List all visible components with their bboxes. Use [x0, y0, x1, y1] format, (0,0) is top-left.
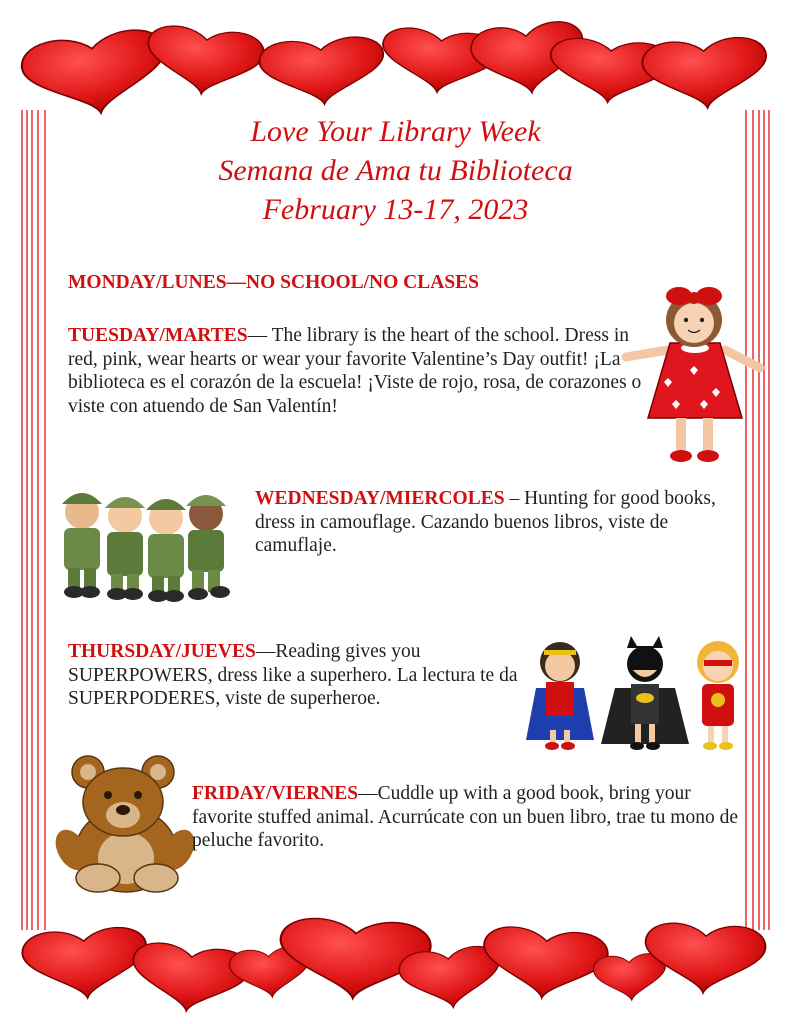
- heart-icon: [129, 940, 251, 1016]
- monday-label: MONDAY/LUNES—NO SCHOOL/NO CLASES: [68, 272, 480, 293]
- left-border-stripes: [22, 110, 45, 930]
- wednesday-section: [255, 487, 735, 558]
- friday-label: FRIDAY/VIERNES: [192, 783, 359, 804]
- heart-icon: [480, 925, 609, 1004]
- heart-icon: [21, 926, 149, 1002]
- friday-text: —Cuddle up with a good book, bring your favorite stuffed animal. Acurrúcate con un buen libro, trae tu mono de peluche favorito.: [192, 783, 738, 851]
- wednesday-label: WEDNESDAY/MIERCOLES: [255, 488, 505, 509]
- tuesday-label: TUESDAY/MARTES: [68, 325, 248, 346]
- heart-icon: [643, 922, 766, 996]
- title-line-spanish: Semana de Ama tu Biblioteca: [218, 154, 573, 187]
- teddy-bear-icon: [49, 756, 201, 892]
- tuesday-text: — The library is the heart of the school. Dress in red, pink, wear hearts or wear your favorite Valentine’s Day outfit! ¡La biblioteca es el corazón de la escuela! ¡Viste de rojo, rosa, de corazones o viste con atuendo de San Valentín!: [68, 325, 642, 417]
- flyer-title: [60, 112, 731, 229]
- superhero-kids-icon: [526, 636, 739, 750]
- wednesday-text: – Hunting for good books, dress in camouflage. Cazando buenos libros, viste de camuflaje.: [255, 488, 716, 556]
- camouflage-kids-icon: [62, 493, 230, 602]
- valentine-girl-icon: [626, 287, 760, 462]
- title-line-dates: February 13-17, 2023: [262, 193, 529, 226]
- heart-icon: [144, 23, 266, 99]
- thursday-section: [68, 640, 523, 711]
- heart-icon: [593, 952, 668, 1002]
- friday-section: [192, 782, 752, 853]
- heart-icon: [641, 36, 769, 112]
- top-hearts: [19, 19, 770, 123]
- thursday-text: —Reading gives you SUPERPOWERS, dress like a superhero. La lectura te da SUPERPODERES, viste de superheroe.: [68, 641, 518, 709]
- title-line-english: Love Your Library Week: [250, 115, 541, 148]
- bottom-hearts: [21, 917, 766, 1017]
- heart-icon: [258, 35, 386, 108]
- monday-section: [68, 271, 648, 295]
- tuesday-section: [68, 324, 643, 418]
- thursday-label: THURSDAY/JUEVES: [68, 641, 256, 662]
